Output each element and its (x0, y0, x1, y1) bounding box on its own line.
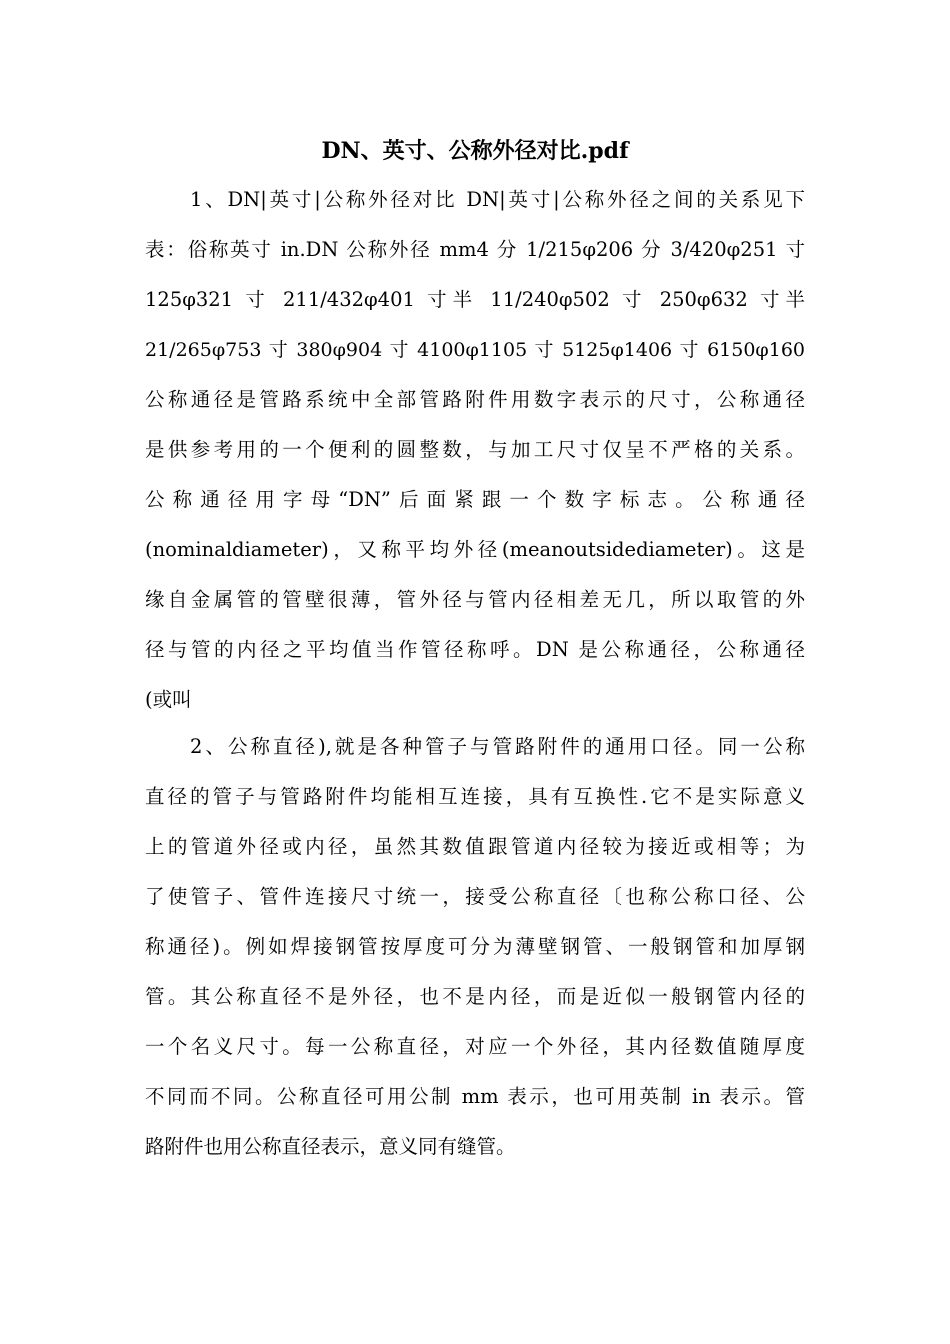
paragraph-line: 一个名义尺寸。每一公称直径，对应一个外径，其内径数值随厚度 (145, 1035, 805, 1058)
paragraph-line: 直径的管子与管路附件均能相互连接，具有互换性.它不是实际意义 (145, 785, 805, 808)
paragraph-line: 公称通径用字母“DN”后面紧跟一个数字标志。公称通径 (145, 488, 805, 511)
paragraph-line: 21/265φ753 寸 380φ904 寸 4100φ1105 寸 5125φ1406 寸 6150φ160 (145, 339, 805, 361)
paragraph-line: (或叫 (145, 688, 192, 711)
paragraph-line: 1、DN|英寸|公称外径对比 DN|英寸|公称外径之间的关系见下 (190, 188, 805, 211)
paragraph-line: (nominaldiameter)，又称平均外径(meanoutsidediameter)。这是 (145, 538, 805, 561)
paragraph-line: 上的管道外径或内径，虽然其数值跟管道内径较为接近或相等；为 (145, 835, 805, 858)
paragraph-line: 是供参考用的一个便利的圆整数，与加工尺寸仅呈不严格的关系。 (145, 438, 805, 461)
paragraph-line: 路附件也用公称直径表示，意义同有缝管。 (145, 1135, 516, 1158)
paragraph-line: 管。其公称直径不是外径，也不是内径，而是近似一般钢管内径的 (145, 985, 805, 1008)
paragraph-line: 缘自金属管的管壁很薄，管外径与管内径相差无几，所以取管的外 (145, 588, 805, 611)
paragraph-line: 了使管子、管件连接尺寸统一，接受公称直径〔也称公称口径、公 (145, 885, 805, 908)
paragraph-line: 称通径)。例如焊接钢管按厚度可分为薄壁钢管、一般钢管和加厚钢 (145, 935, 805, 958)
paragraph-line: 125φ321 寸 211/432φ401 寸半 11/240φ502 寸 250φ632 寸半 (145, 288, 805, 311)
paragraph-line: 2、公称直径),就是各种管子与管路附件的通用口径。同一公称 (190, 735, 805, 758)
paragraph-2 (145, 722, 805, 1172)
paragraph-line: 径与管的内径之平均值当作管径称呼。DN 是公称通径，公称通径 (145, 638, 805, 661)
document-title: DN、英寸、公称外径对比.pdf (321, 138, 629, 164)
paragraph-line: 公称通径是管路系统中全部管路附件用数字表示的尺寸，公称通径 (145, 388, 805, 411)
paragraph-line: 表：俗称英寸 in.DN 公称外径 mm4 分 1/215φ206 分 3/420φ251 寸 (145, 238, 805, 261)
paragraph-line: 不同而不同。公称直径可用公制 mm 表示，也可用英制 in 表示。管 (145, 1085, 805, 1108)
paragraph-1 (145, 175, 805, 725)
